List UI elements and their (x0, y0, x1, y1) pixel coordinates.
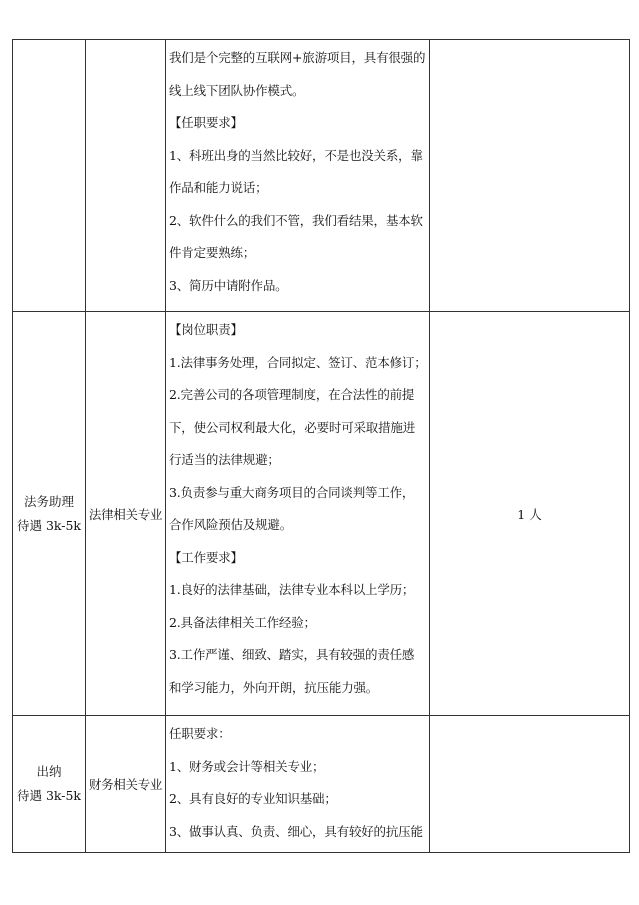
major-cell (86, 40, 166, 312)
description-line: 2、具有良好的专业知识基础； (169, 791, 337, 806)
description-line: 和学习能力，外向开朗，抗压能力强。 (169, 679, 379, 695)
description-line: 3.工作严谨、细致、踏实，具有较强的责任感 (169, 647, 415, 662)
description-line: 件肯定要熟练； (169, 245, 256, 260)
major-cell: 法律相关专业 (86, 312, 166, 716)
description-line: 3.负责参与重大商务项目的合同谈判等工作， (169, 484, 415, 500)
table-row (13, 40, 630, 312)
table-row (13, 312, 630, 716)
description-line: 行适当的法律规避； (169, 452, 280, 467)
description-line: 【工作要求】 (169, 549, 243, 565)
salary-text: 待遇 3k-5k (16, 788, 82, 803)
description-cell (166, 716, 430, 853)
position-title: 出纳 (36, 764, 62, 779)
description-line: 【任职要求】 (169, 115, 243, 130)
description-line: 合作风险预估及规避。 (169, 517, 293, 532)
description-line: 2.完善公司的各项管理制度，在合法性的前提 (169, 387, 415, 402)
description-line: 线上线下团队协作模式。 (169, 82, 305, 98)
headcount-cell (430, 716, 630, 853)
description-cell (166, 40, 430, 312)
position-title: 法务助理 (23, 493, 74, 509)
description-cell (166, 312, 430, 716)
position-cell (13, 40, 86, 312)
description-line: 2.具备法律相关工作经验； (169, 614, 316, 630)
description-line: 1.法律事务处理，合同拟定、签订、范本修订； (169, 354, 427, 370)
headcount-cell (430, 40, 630, 312)
headcount-cell: 1 人 (430, 312, 630, 716)
description-line: 3、简历中请附作品。 (169, 277, 288, 293)
description-line: 1、财务或会计等相关专业； (169, 758, 325, 774)
description-line: 3、做事认真、负责、细心，具有较好的抗压能 (169, 823, 423, 839)
salary-text: 待遇 3k-5k (16, 517, 82, 533)
description-line: 任职要求： (169, 726, 231, 741)
description-line: 2、软件什么的我们不管，我们看结果，基本软 (169, 212, 423, 228)
description-line: 【岗位职责】 (169, 322, 243, 337)
job-requirements-table (12, 39, 630, 853)
description-line: 1、科班出身的当然比较好，不是也没关系，靠 (169, 147, 423, 163)
description-line: 下，使公司权利最大化，必要时可采取措施进 (169, 419, 416, 435)
table-row (13, 716, 630, 853)
description-line: 1.良好的法律基础，法律专业本科以上学历； (169, 582, 415, 597)
position-cell (13, 716, 86, 853)
major-cell: 财务相关专业 (86, 716, 166, 853)
description-line: 作品和能力说话； (169, 180, 268, 195)
position-cell (13, 312, 86, 716)
description-line: 我们是个完整的互联网+旅游项目，具有很强的 (169, 50, 426, 65)
